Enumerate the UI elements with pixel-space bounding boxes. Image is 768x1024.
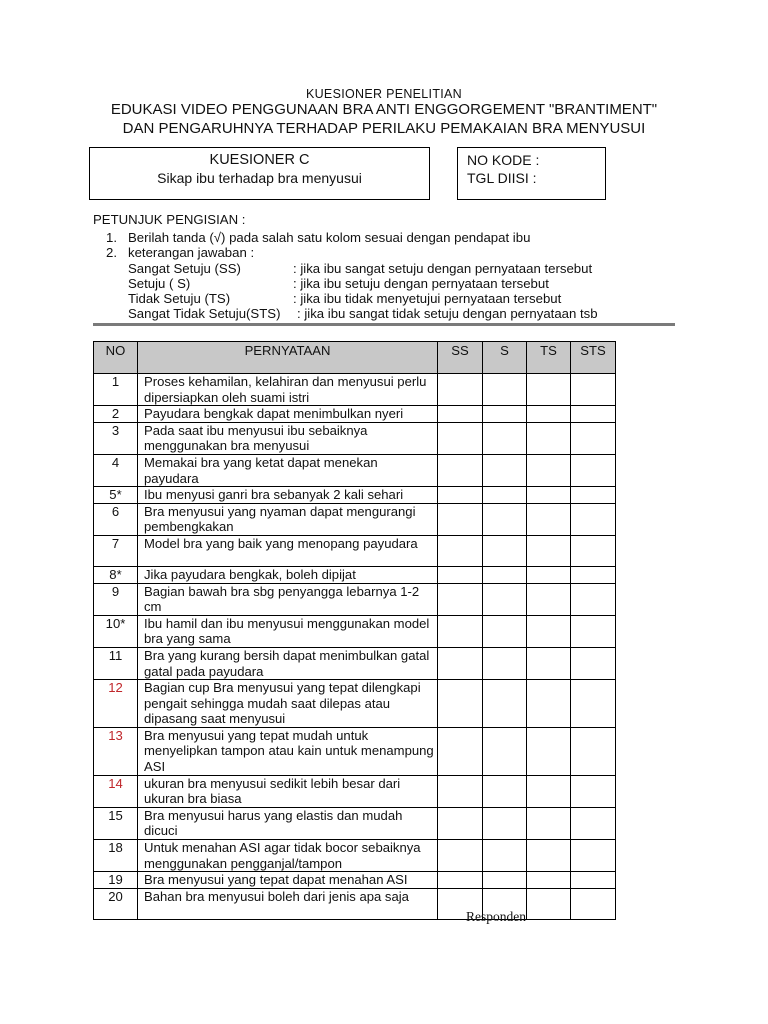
header-no: NO: [94, 342, 138, 374]
section-title: KUESIONER C: [209, 152, 310, 168]
row-number: 19: [94, 872, 138, 889]
answer-cell-ts[interactable]: [527, 406, 571, 423]
row-number: 3: [94, 422, 138, 454]
statement-text: Bagian cup Bra menyusui yang tepat dilengkapi pengait sehingga mudah saat dilepas atau dipasang saat menyusui: [138, 680, 438, 728]
answer-cell-s[interactable]: [483, 422, 527, 454]
row-number: 9: [94, 583, 138, 615]
statement-text: Bra menyusui yang tepat mudah untuk menyelipkan tampon atau kain untuk menampung ASI: [138, 727, 438, 775]
statement-text: Bra yang kurang bersih dapat menimbulkan gatal gatal pada payudara: [138, 647, 438, 679]
answer-cell-sts[interactable]: [571, 487, 616, 504]
answer-cell-ts[interactable]: [527, 566, 571, 583]
legend-desc-ts: : jika ibu tidak menyetujui pernyataan tersebut: [293, 291, 562, 306]
answer-cell-s[interactable]: [483, 840, 527, 872]
answer-cell-s[interactable]: [483, 454, 527, 486]
statement-text: Ibu menyusi ganri bra sebanyak 2 kali sehari: [138, 487, 438, 504]
answer-cell-ts[interactable]: [527, 454, 571, 486]
answer-cell-ts[interactable]: [527, 727, 571, 775]
table-row: [94, 680, 616, 728]
row-number: 2: [94, 406, 138, 423]
statement-text: Proses kehamilan, kelahiran dan menyusui perlu dipersiapkan oleh suami istri: [138, 374, 438, 406]
answer-cell-ts[interactable]: [527, 487, 571, 504]
header-ss: SS: [438, 342, 483, 374]
answer-cell-sts[interactable]: [571, 775, 616, 807]
answer-cell-ss[interactable]: [438, 647, 483, 679]
divider-rule: [93, 323, 675, 326]
row-number: 8*: [94, 566, 138, 583]
table-row: [94, 406, 616, 423]
answer-cell-sts[interactable]: [571, 566, 616, 583]
table-row: [94, 566, 616, 583]
header-ts: TS: [527, 342, 571, 374]
answer-cell-sts[interactable]: [571, 406, 616, 423]
answer-cell-s[interactable]: [483, 406, 527, 423]
row-number: 13: [94, 727, 138, 775]
row-number: 12: [94, 680, 138, 728]
questionnaire-section-box: [89, 147, 430, 200]
answer-cell-ss[interactable]: [438, 566, 483, 583]
answer-cell-sts[interactable]: [571, 615, 616, 647]
table-row: [94, 647, 616, 679]
answer-cell-ss[interactable]: [438, 615, 483, 647]
answer-cell-sts[interactable]: [571, 422, 616, 454]
legend-term-ss: Sangat Setuju (SS): [128, 261, 241, 276]
answer-cell-ts[interactable]: [527, 535, 571, 566]
row-number: 14: [94, 775, 138, 807]
table-row: [94, 503, 616, 535]
row-number: 4: [94, 454, 138, 486]
answer-cell-s[interactable]: [483, 615, 527, 647]
statement-text: Bra menyusui yang nyaman dapat mengurangi pembengkakan: [138, 503, 438, 535]
row-number: 20: [94, 888, 138, 919]
statement-text: Model bra yang baik yang menopang payudara: [138, 535, 438, 566]
answer-cell-ss[interactable]: [438, 775, 483, 807]
answer-cell-s[interactable]: [483, 374, 527, 406]
table-row: [94, 422, 616, 454]
answer-cell-ss[interactable]: [438, 535, 483, 566]
instruction-2: keterangan jawaban :: [128, 245, 255, 260]
date-field-label: TGL DIISI :: [467, 170, 537, 186]
statement-text: Memakai bra yang ketat dapat menekan payudara: [138, 454, 438, 486]
row-number: 10*: [94, 615, 138, 647]
legend-term-ts: Tidak Setuju (TS): [128, 291, 231, 306]
table-row: [94, 727, 616, 775]
answer-cell-ts[interactable]: [527, 583, 571, 615]
statement-text: Pada saat ibu menyusui ibu sebaiknya menggunakan bra menyusui: [138, 422, 438, 454]
answer-cell-ts[interactable]: [527, 374, 571, 406]
table-row: [94, 374, 616, 406]
legend-term-s: Setuju ( S): [128, 276, 191, 291]
answer-cell-ss[interactable]: [438, 872, 483, 889]
answer-cell-ss[interactable]: [438, 503, 483, 535]
answer-cell-ss[interactable]: [438, 807, 483, 839]
survey-title-line2: DAN PENGARUHNYA TERHADAP PERILAKU PEMAKAIAN BRA MENYUSUI: [122, 120, 646, 137]
statement-text: Bagian bawah bra sbg penyangga lebarnya 1-2 cm: [138, 583, 438, 615]
table-row: [94, 775, 616, 807]
answer-cell-ts[interactable]: [527, 615, 571, 647]
legend-desc-ss: : jika ibu sangat setuju dengan pernyataan tersebut: [293, 261, 593, 276]
answer-cell-ss[interactable]: [438, 422, 483, 454]
header-statement: PERNYATAAN: [138, 342, 438, 374]
answer-cell-ts[interactable]: [527, 872, 571, 889]
section-subtitle: Sikap ibu terhadap bra menyusui: [157, 170, 362, 186]
answer-cell-sts[interactable]: [571, 535, 616, 566]
statement-text: Jika payudara bengkak, boleh dipijat: [138, 566, 438, 583]
answer-cell-ts[interactable]: [527, 888, 571, 919]
answer-cell-s[interactable]: [483, 503, 527, 535]
answer-cell-s[interactable]: [483, 647, 527, 679]
statement-text: ukuran bra menyusui sedikit lebih besar dari ukuran bra biasa: [138, 775, 438, 807]
answer-cell-sts[interactable]: [571, 727, 616, 775]
code-field-label: NO KODE :: [467, 152, 540, 168]
answer-cell-ts[interactable]: [527, 647, 571, 679]
statement-text: Ibu hamil dan ibu menyusui menggunakan model bra yang sama: [138, 615, 438, 647]
table-row: [94, 888, 616, 919]
answer-cell-s[interactable]: [483, 535, 527, 566]
row-number: 11: [94, 647, 138, 679]
answer-cell-ss[interactable]: [438, 406, 483, 423]
answer-cell-sts[interactable]: [571, 840, 616, 872]
answer-cell-ss[interactable]: [438, 680, 483, 728]
answer-cell-sts[interactable]: [571, 583, 616, 615]
answer-cell-s[interactable]: [483, 680, 527, 728]
answer-cell-ts[interactable]: [527, 840, 571, 872]
table-row: [94, 615, 616, 647]
questionnaire-table: [93, 341, 616, 920]
row-number: 1: [94, 374, 138, 406]
survey-title-line1: EDUKASI VIDEO PENGGUNAAN BRA ANTI ENGGORGEMENT "BRANTIMENT": [110, 101, 658, 118]
answer-cell-ss[interactable]: [438, 487, 483, 504]
answer-cell-s[interactable]: [483, 807, 527, 839]
instructions-heading: PETUNJUK PENGISIAN :: [93, 212, 246, 227]
answer-cell-ts[interactable]: [527, 680, 571, 728]
instruction-1-number: 1.: [106, 230, 117, 245]
answer-cell-ts[interactable]: [527, 775, 571, 807]
answer-cell-ts[interactable]: [527, 503, 571, 535]
table-row: [94, 807, 616, 839]
answer-cell-sts[interactable]: [571, 888, 616, 919]
row-number: 18: [94, 840, 138, 872]
table-row: [94, 535, 616, 566]
instruction-1: Berilah tanda (√) pada salah satu kolom sesuai dengan pendapat ibu: [128, 230, 531, 245]
legend-term-sts: Sangat Tidak Setuju(STS): [128, 306, 281, 321]
respondent-signature-label: Responden: [466, 909, 526, 924]
table-row: [94, 454, 616, 486]
table-row: [94, 487, 616, 504]
answer-cell-s[interactable]: [483, 487, 527, 504]
table-header-row: [94, 342, 616, 374]
answer-cell-sts[interactable]: [571, 454, 616, 486]
row-number: 15: [94, 807, 138, 839]
row-number: 5*: [94, 487, 138, 504]
row-number: 7: [94, 535, 138, 566]
answer-cell-s[interactable]: [483, 583, 527, 615]
survey-label: KUESIONER PENELITIAN: [305, 87, 463, 101]
statement-text: Bra menyusui harus yang elastis dan mudah dicuci: [138, 807, 438, 839]
answer-cell-s[interactable]: [483, 727, 527, 775]
answer-cell-ss[interactable]: [438, 840, 483, 872]
row-number: 6: [94, 503, 138, 535]
answer-cell-s[interactable]: [483, 566, 527, 583]
answer-cell-ts[interactable]: [527, 422, 571, 454]
table-row: [94, 840, 616, 872]
instruction-2-number: 2.: [106, 245, 117, 260]
code-date-box: [457, 147, 606, 200]
answer-cell-s[interactable]: [483, 775, 527, 807]
answer-cell-ss[interactable]: [438, 374, 483, 406]
statement-text: Bra menyusui yang tepat dapat menahan ASI: [138, 872, 438, 889]
answer-cell-sts[interactable]: [571, 647, 616, 679]
legend-desc-sts: : jika ibu sangat tidak setuju dengan pernyataan tsb: [297, 306, 598, 321]
answer-cell-ss[interactable]: [438, 583, 483, 615]
table-row: [94, 872, 616, 889]
answer-cell-sts[interactable]: [571, 680, 616, 728]
answer-cell-sts[interactable]: [571, 807, 616, 839]
answer-cell-s[interactable]: [483, 872, 527, 889]
legend-desc-s: : jika ibu setuju dengan pernyataan tersebut: [293, 276, 549, 291]
answer-cell-ts[interactable]: [527, 807, 571, 839]
answer-cell-sts[interactable]: [571, 872, 616, 889]
answer-cell-sts[interactable]: [571, 503, 616, 535]
header-s: S: [483, 342, 527, 374]
answer-cell-ss[interactable]: [438, 727, 483, 775]
statement-text: Payudara bengkak dapat menimbulkan nyeri: [138, 406, 438, 423]
statement-text: Bahan bra menyusui boleh dari jenis apa saja: [138, 888, 438, 919]
answer-cell-ss[interactable]: [438, 454, 483, 486]
table-row: [94, 583, 616, 615]
statement-text: Untuk menahan ASI agar tidak bocor sebaiknya menggunakan pengganjal/tampon: [138, 840, 438, 872]
answer-cell-sts[interactable]: [571, 374, 616, 406]
header-sts: STS: [571, 342, 616, 374]
